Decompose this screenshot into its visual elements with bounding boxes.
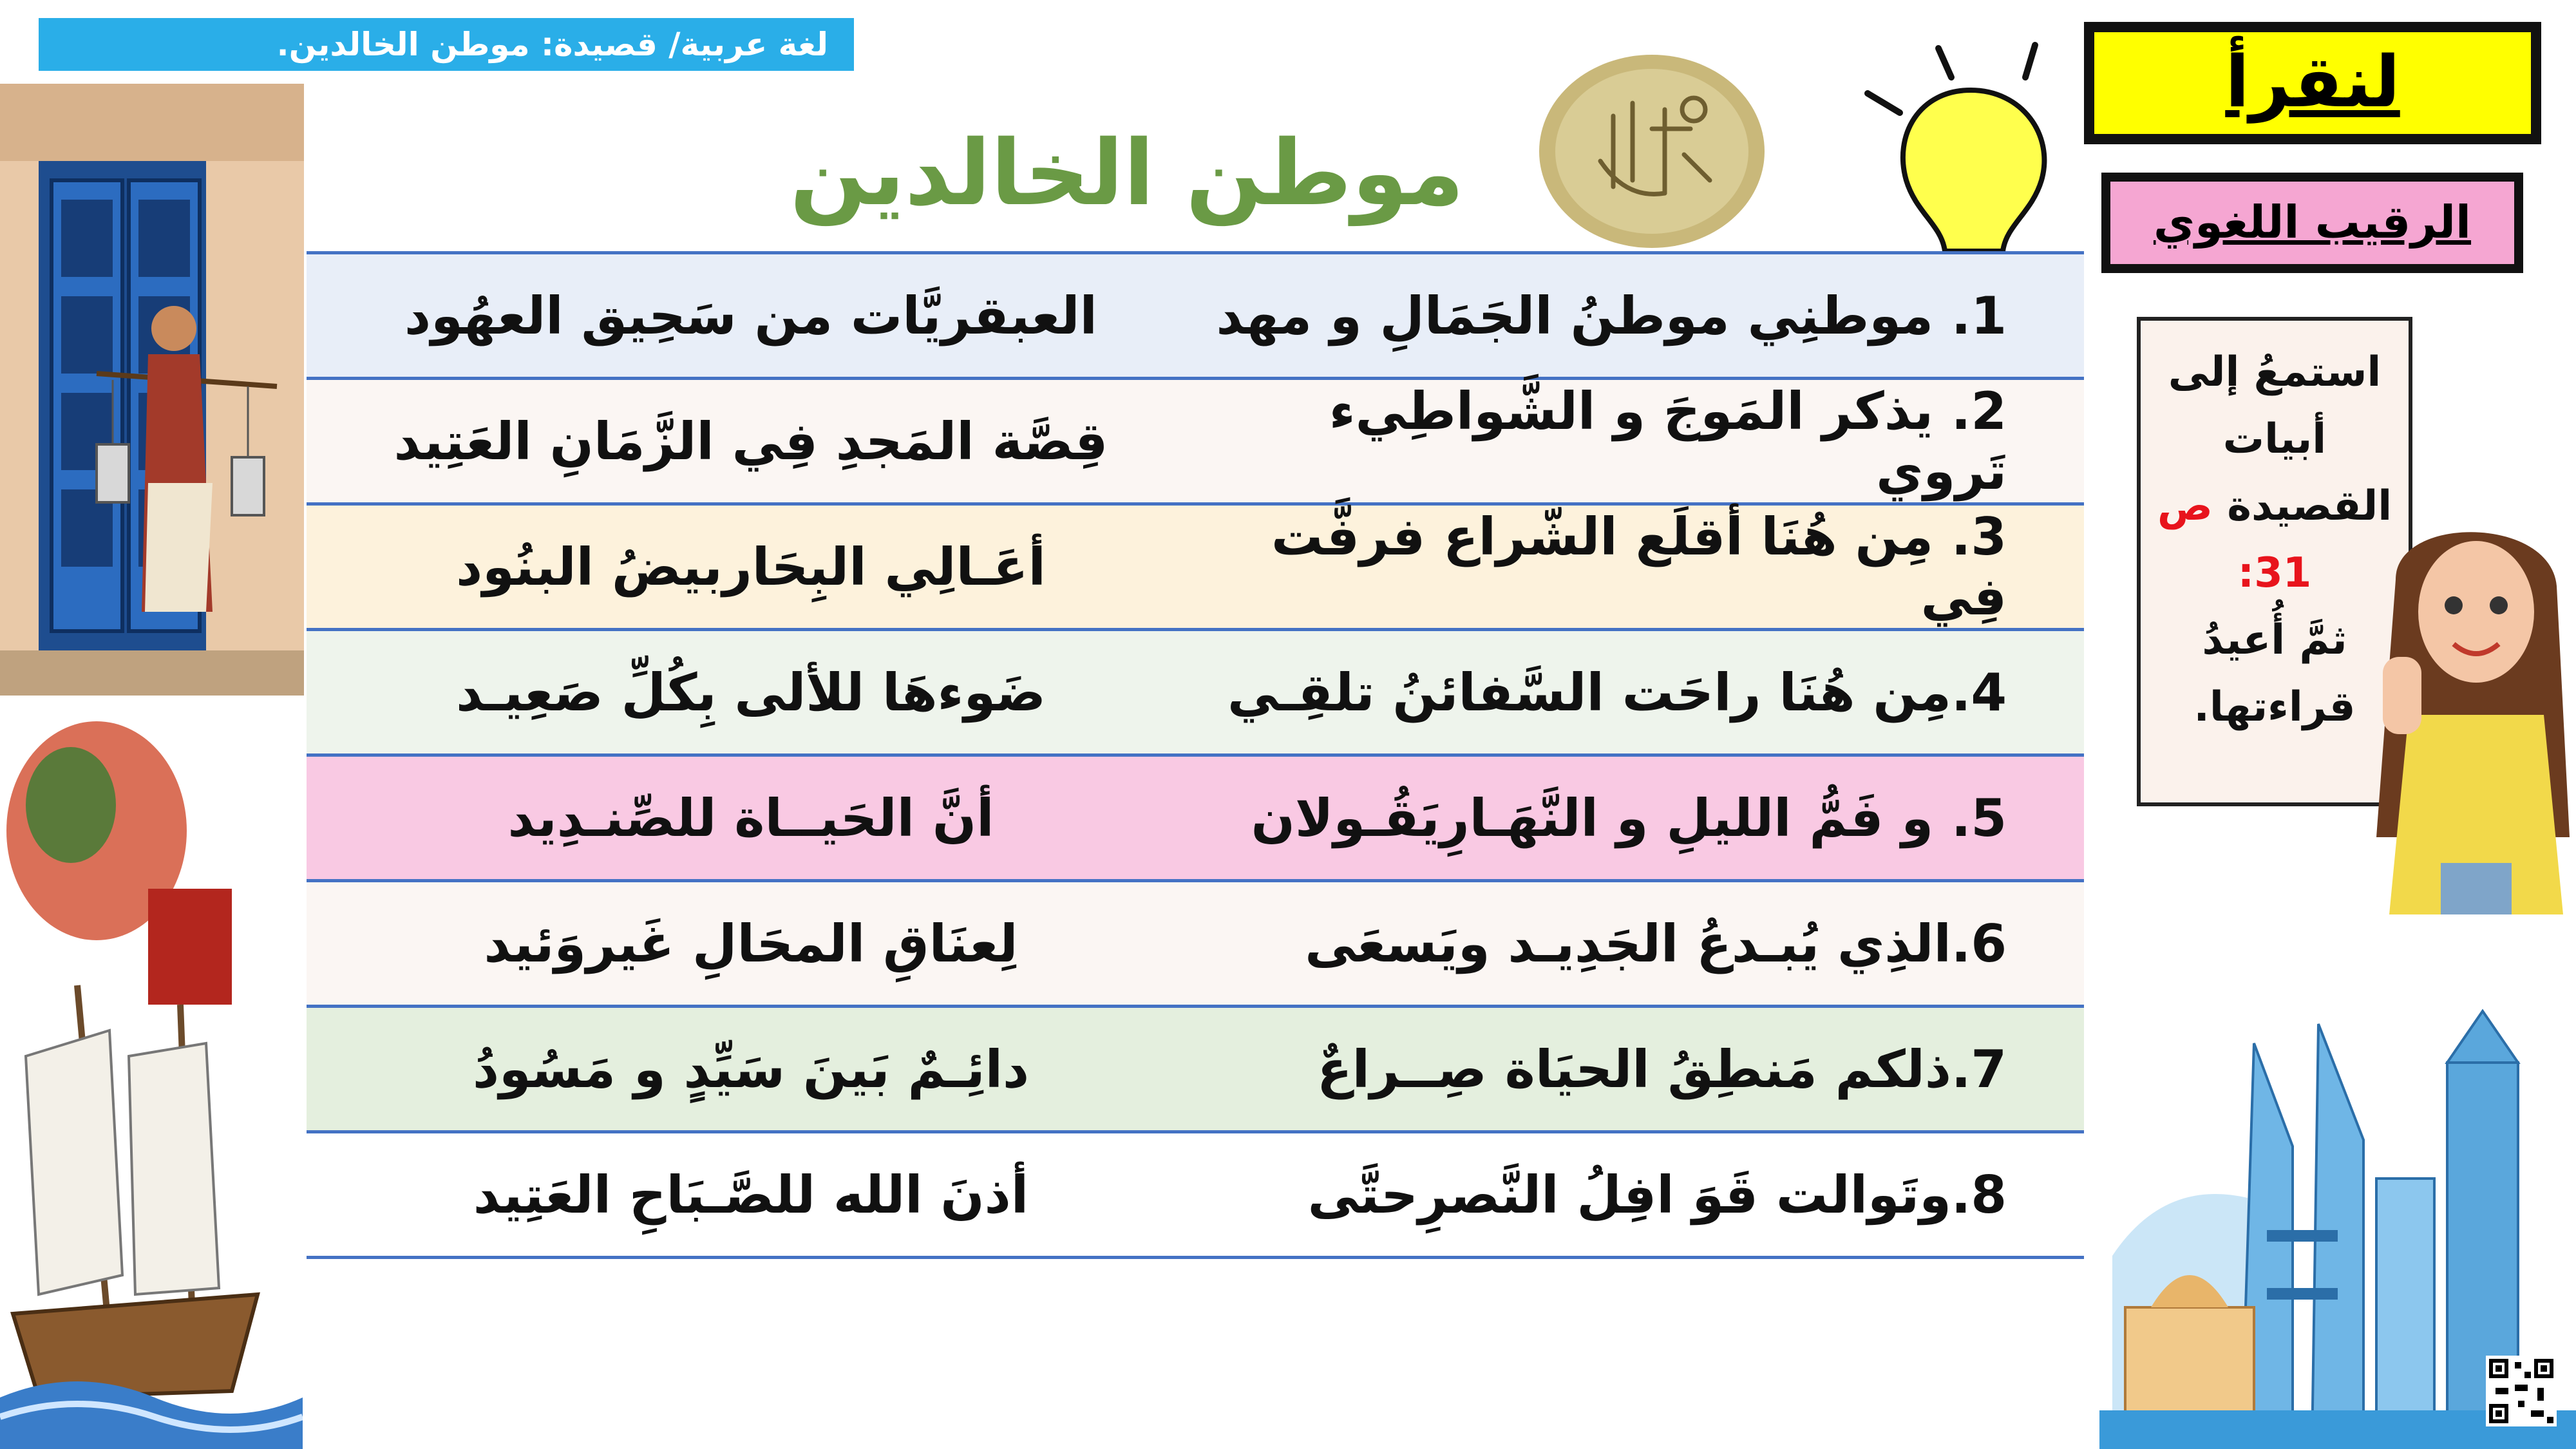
poem-row <box>307 630 2084 755</box>
poem-table <box>307 251 2084 1259</box>
page-title: موطن الخالدين <box>790 121 1464 226</box>
instruction-line-3-text: القصيدة <box>2227 482 2392 530</box>
poem-row <box>307 881 2084 1007</box>
teacher-avatar <box>2370 502 2576 914</box>
verse-first-half: 3. مِن هُنَا أقلَع الشّراع فرفَّت فِي <box>1271 507 2007 627</box>
page-number: 31: <box>2237 549 2312 597</box>
instruction-line-3 <box>2141 473 2409 540</box>
verse-first-half: 5. و فَمُّ الليلِ و النَّهَـارِيَقُـولان <box>1251 788 2007 848</box>
poem-row <box>307 504 2084 630</box>
verse-second-half: قِصَّة المَجدِ فِي الزَّمَانِ العَتِيد <box>393 411 1108 471</box>
verse-first-half: 7.ذلكم مَنطِقُ الحيَاة صِــراعٌ <box>1316 1039 2007 1099</box>
verse-second-half: أعَـالِي البِحَاربيضُ البنُود <box>456 536 1046 597</box>
read-header <box>2084 22 2541 144</box>
verse-first-half: 4.مِن هُنَا راحَت السَّفائنُ تلقِـي <box>1227 662 2007 723</box>
verse-first-half: 6.الذِي يُبـدعُ الجَدِيـد ويَسعَى <box>1305 913 2007 974</box>
verse-second-half: دائِـمٌ بَينَ سَيِّدٍ و مَسُودُ <box>472 1039 1030 1099</box>
verse-second-half: أذنَ الله للصَّـبَاحِ العَتِيد <box>473 1164 1029 1225</box>
poem-row <box>307 253 2084 379</box>
section-header <box>2101 173 2523 273</box>
page-prefix: ص <box>2157 482 2213 530</box>
boat-illustration <box>0 696 303 1449</box>
door-illustration <box>0 84 304 696</box>
read-label: لنقرأ <box>2094 32 2531 134</box>
poem-row <box>307 379 2084 504</box>
verse-second-half: أنَّ الحَيــاة للصِّنـدِيد <box>507 788 994 848</box>
verse-first-half: 2. يذكر المَوجَ و الشَّواطِيء تَروي <box>1329 381 2007 501</box>
instruction-line-2: أبيات <box>2222 415 2327 463</box>
breadcrumb: لغة عربية/ قصيدة: موطن الخالدين. <box>39 18 854 71</box>
dilmun-seal-icon <box>1536 52 1768 251</box>
verse-second-half: لِعنَاقِ المحَالِ غَيروَئيد <box>484 913 1018 974</box>
poem-row <box>307 755 2084 881</box>
section-label: الرقيب اللغوي <box>2110 182 2514 264</box>
verse-first-half: 8.وتَوالت قَوَ افِلُ النَّصرِحتَّى <box>1307 1164 2007 1225</box>
instruction-line-6: قراءتها. <box>2193 683 2356 731</box>
instruction-line-5: ثمَّ أُعيدُ <box>2202 616 2347 664</box>
verse-second-half: العبقريَّات من سَحِيق العهُود <box>404 285 1097 346</box>
qr-code-icon[interactable] <box>2486 1356 2557 1426</box>
poem-row <box>307 1132 2084 1258</box>
verse-first-half: 1. موطنِي موطنُ الجَمَالِ و مهد <box>1216 285 2007 346</box>
verse-second-half: ضَوءهَا للألى بِكُلِّ صَعِيـد <box>456 662 1046 723</box>
poem-row <box>307 1007 2084 1132</box>
instruction-line-1: استمعُ إلى <box>2168 348 2382 396</box>
